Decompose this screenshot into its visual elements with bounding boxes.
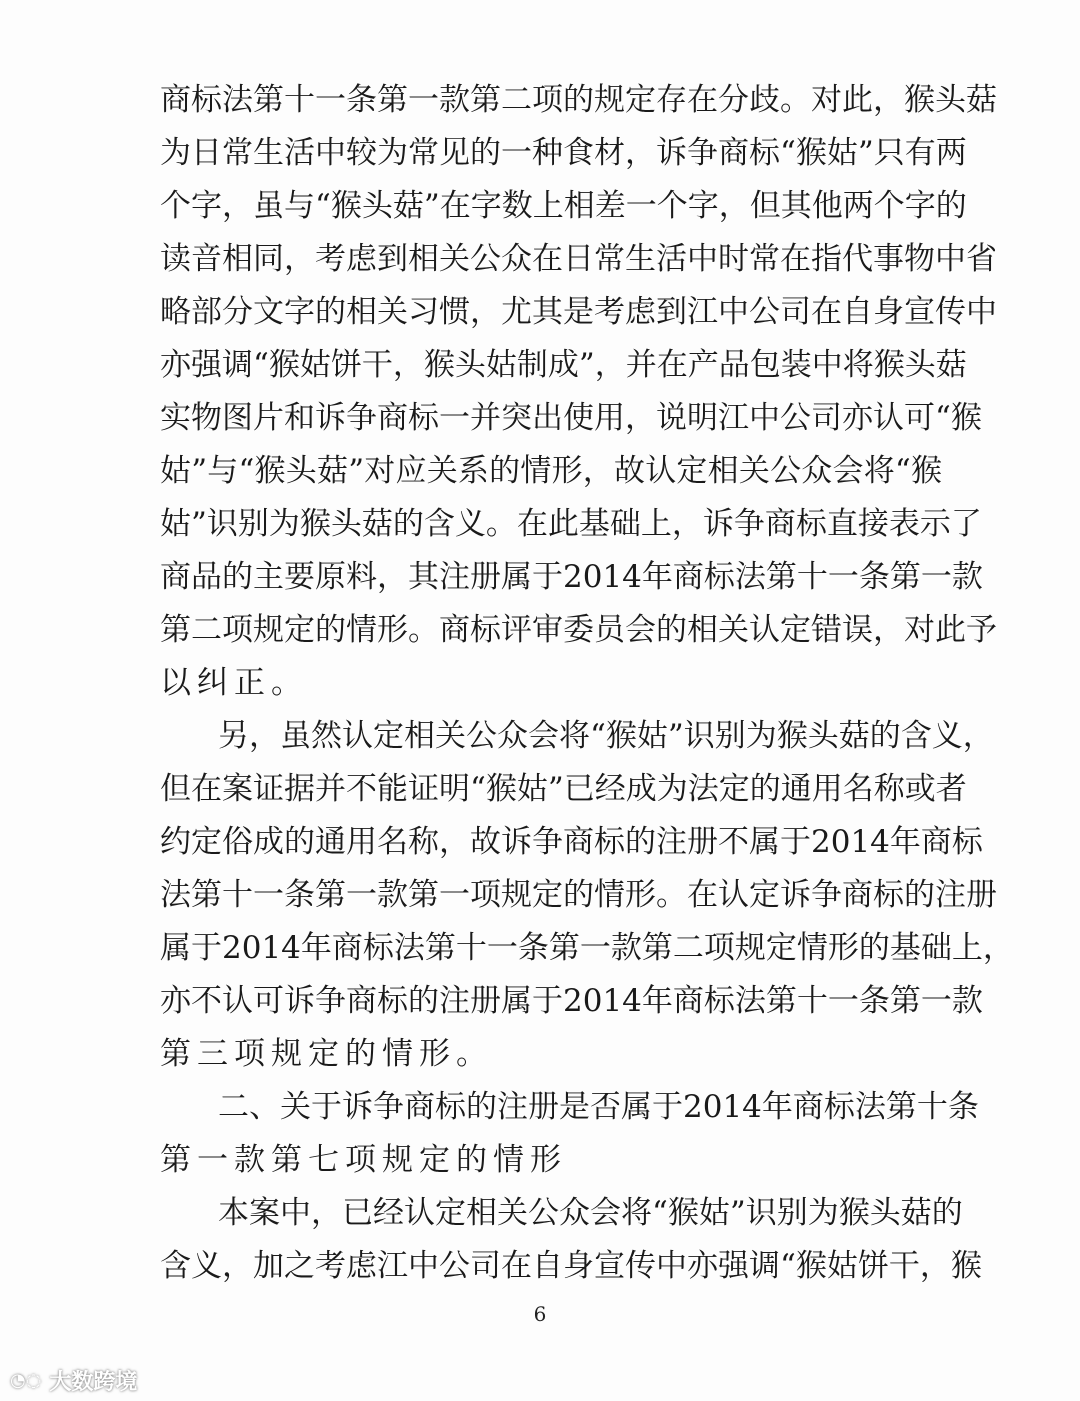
text-line: 实物图片和诉争商标一并突出使用，说明江中公司亦认可“猴 [160,400,982,436]
page-number: 6 [533,1302,547,1326]
text-line: 亦强调“猴姑饼干，猴头姑制成”，并在产品包装中将猴头菇 [160,347,967,383]
watermark-logo-icon: ◔◌ [10,1370,42,1391]
text-line: 但在案证据并不能证明“猴姑”已经成为法定的通用名称或者 [160,771,967,807]
text-line: 第三项规定的情形。 [160,1036,493,1072]
text-line: 读音相同，考虑到相关公众在日常生活中时常在指代事物中省 [160,241,997,277]
text-line: 个字，虽与“猴头菇”在字数上相差一个字，但其他两个字的 [160,188,967,224]
watermark [10,1365,137,1396]
text-line: 属于2014年商标法第十一条第一款第二项规定情形的基础上， [160,930,1014,966]
text-line: 二、关于诉争商标的注册是否属于2014年商标法第十条 [218,1089,979,1125]
document-body [160,74,1014,1293]
text-line: 以纠正。 [160,665,308,701]
text-line: 亦不认可诉争商标的注册属于2014年商标法第十一条第一款 [160,983,983,1019]
text-line: 约定俗成的通用名称，故诉争商标的注册不属于2014年商标 [160,824,983,860]
text-line: 为日常生活中较为常见的一种食材，诉争商标“猴姑”只有两 [160,135,967,171]
text-line: 商品的主要原料，其注册属于2014年商标法第十一条第一款 [160,559,983,595]
text-line: 第二项规定的情形。商标评审委员会的相关认定错误，对此予 [160,612,997,648]
text-line: 姑”与“猴头菇”对应关系的情形，故认定相关公众会将“猴 [160,453,942,489]
text-line: 商标法第十一条第一款第二项的规定存在分歧。对此，猴头菇 [160,82,997,118]
text-line: 本案中，已经认定相关公众会将“猴姑”识别为猴头菇的 [218,1195,963,1231]
text-line: 第一款第七项规定的情形 [160,1142,567,1178]
text-line: 略部分文字的相关习惯，尤其是考虑到江中公司在自身宣传中 [160,294,997,330]
text-line: 另，虽然认定相关公众会将“猴姑”识别为猴头菇的含义， [218,718,994,754]
text-line: 姑”识别为猴头菇的含义。在此基础上，诉争商标直接表示了 [160,506,982,542]
watermark-text: 大数跨境 [49,1370,138,1395]
text-line: 法第十一条第一款第一项规定的情形。在认定诉争商标的注册 [160,877,997,913]
text-line: 含义，加之考虑江中公司在自身宣传中亦强调“猴姑饼干，猴 [160,1248,982,1284]
